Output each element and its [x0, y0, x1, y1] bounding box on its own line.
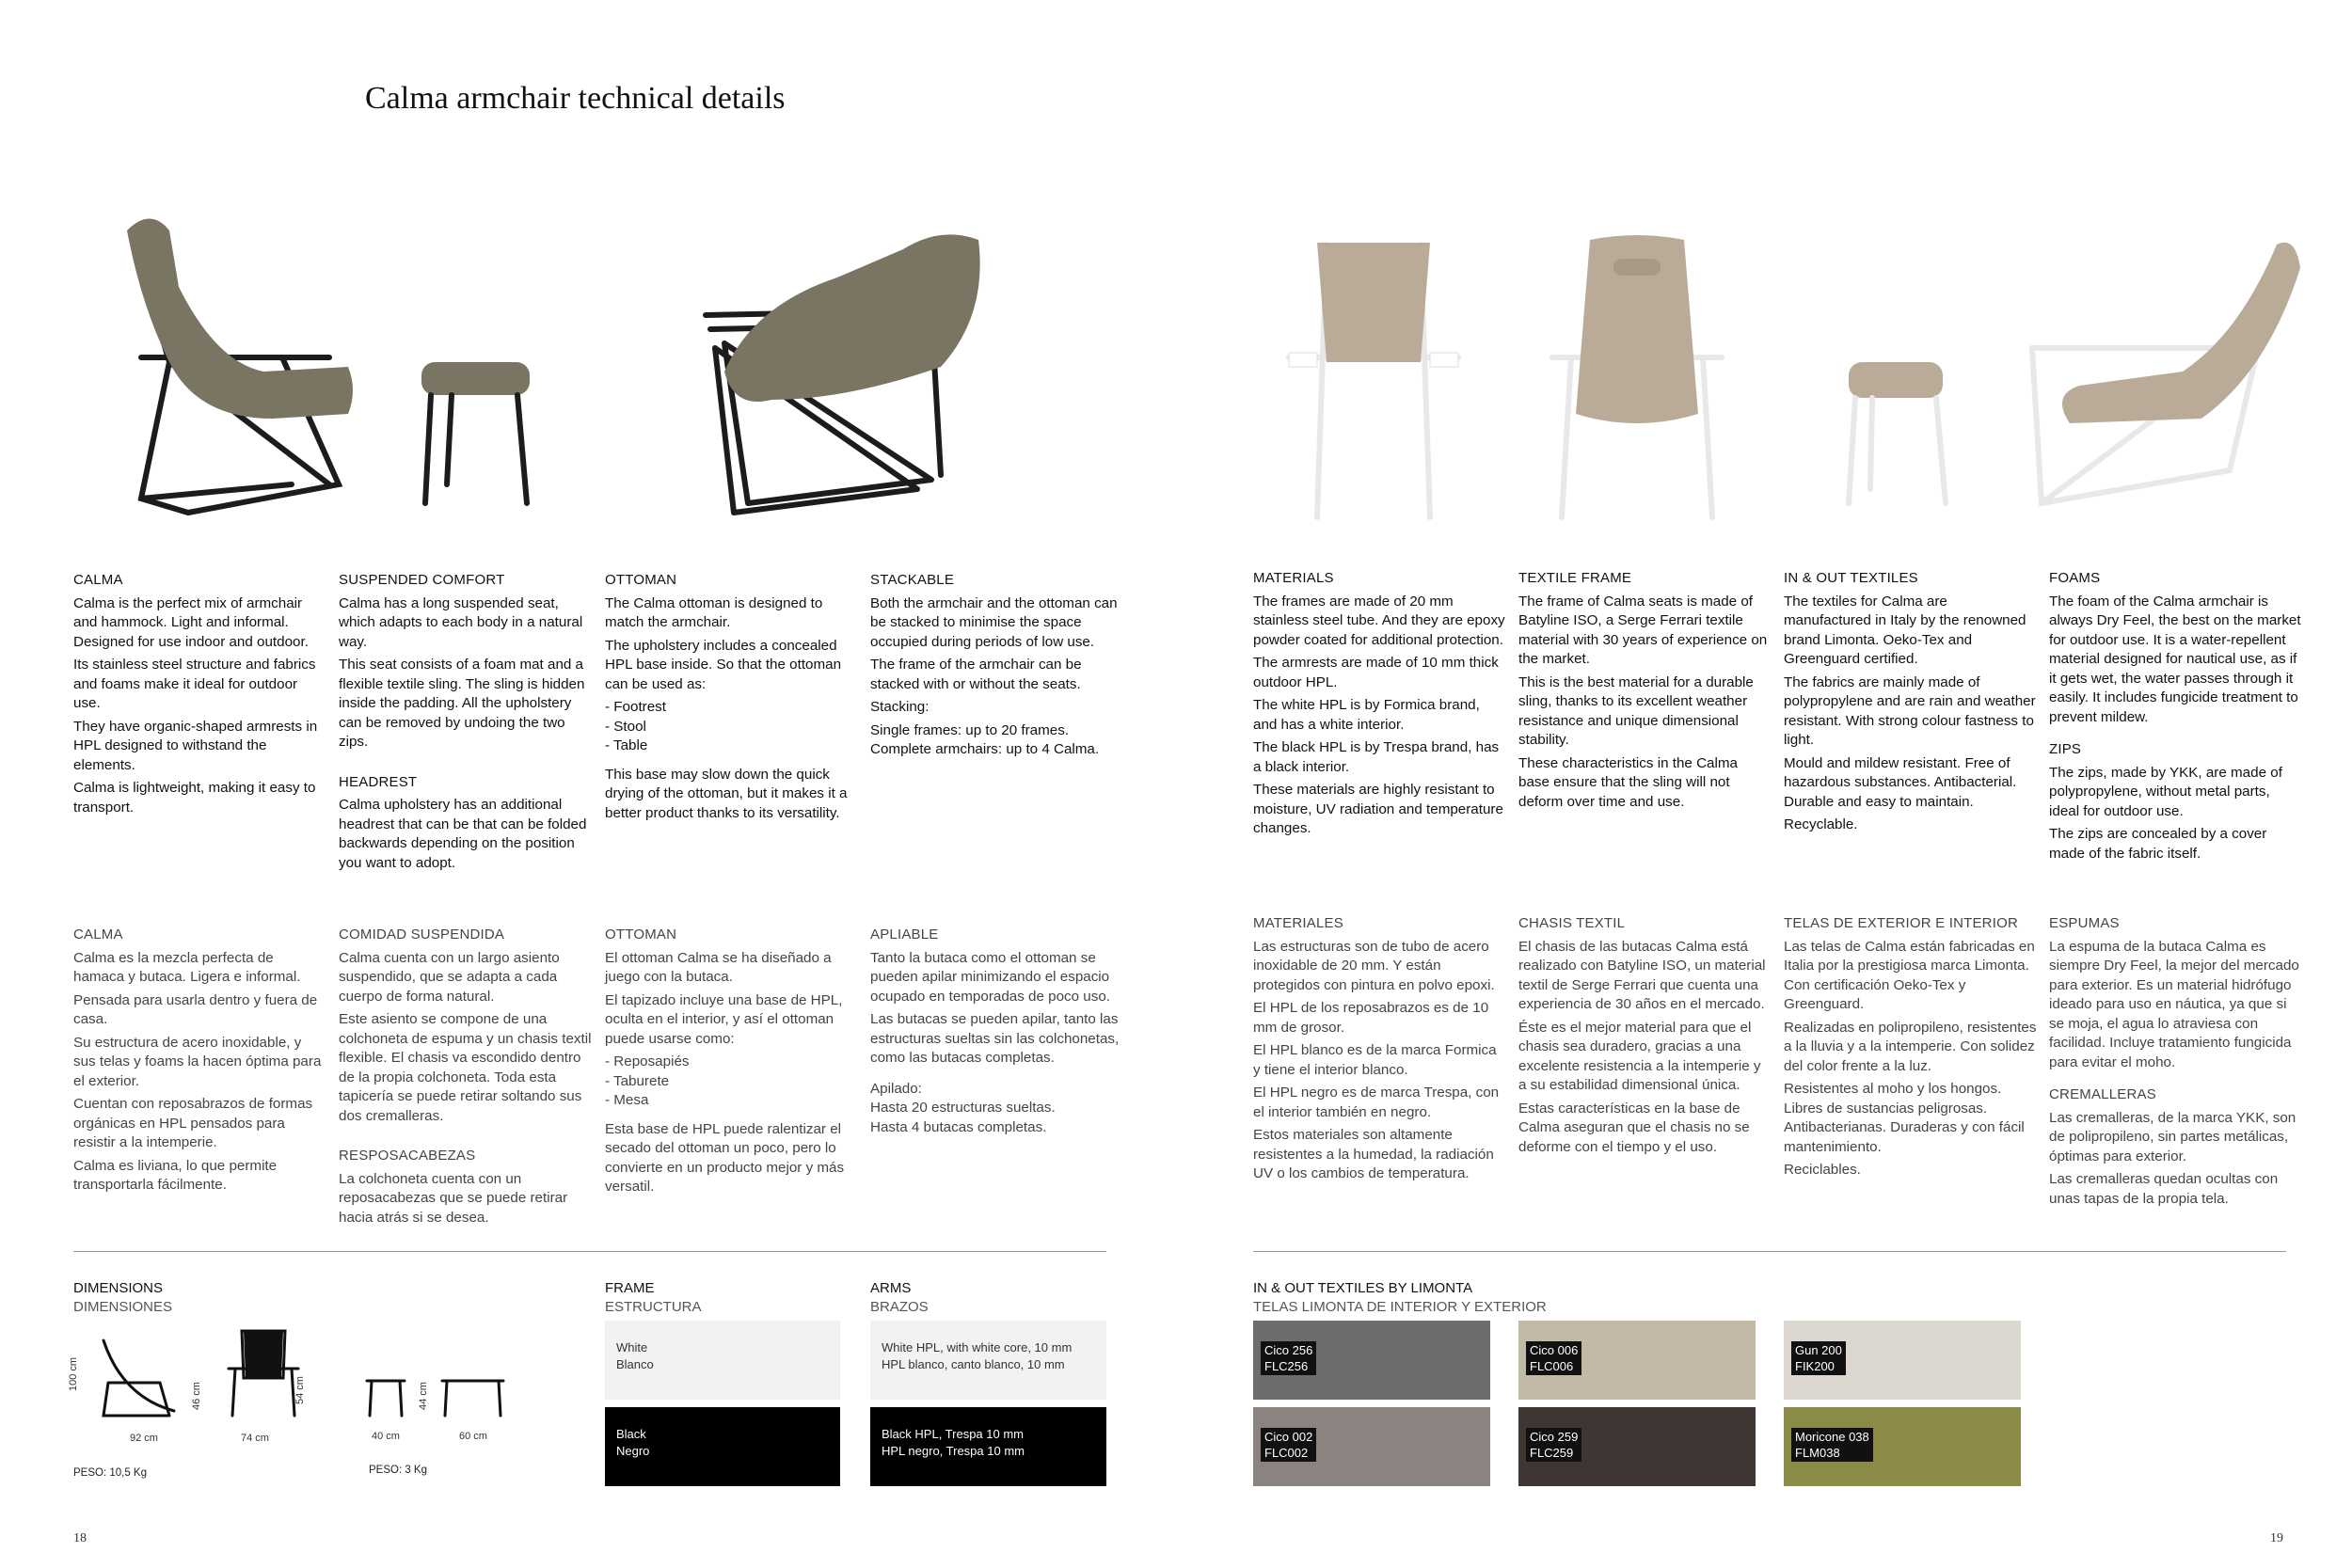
chair-seat-label: 46 cm — [190, 1382, 202, 1410]
ottoman-side-diagram — [362, 1373, 409, 1420]
ottoman-depth-label: 40 cm — [372, 1431, 400, 1442]
textile-swatch: Moricone 038 FLM038 — [1784, 1407, 2021, 1486]
ottoman-es: OTTOMAN El ottoman Calma se ha diseñado a juego con la butaca. El tapizado incluye una base de HPL, oculta en el interior, y así el ottoman puede usarse como: - Reposapiés - Taburete - Mesa Esta base de HPL puede ralentizar el secado del ottoman un poco, pero lo convierte en un producto mejor y más versatil. — [605, 927, 845, 1195]
textile-swatch: Gun 200 FIK200 — [1784, 1321, 2021, 1400]
ottoman-width-label: 60 cm — [459, 1431, 487, 1442]
materials-en: MATERIALS The frames are made of 20 mm stainless steel tube. And they are epoxy powder coated for additional protection. The armrests are made of 10 mm thick outdoor HPL. The white HPL is by Formica brand, and has a white interior. The black HPL is by Trespa brand, has a black interior. These materials are highly resistant to moisture, UV radiation and temperature changes. — [1253, 570, 1505, 836]
white-ottoman-image — [1835, 357, 1957, 508]
chair-side-diagram — [89, 1322, 193, 1425]
textile-swatch: Cico 256 FLC256 — [1253, 1321, 1490, 1400]
page-number-left: 18 — [73, 1531, 87, 1545]
right-divider — [1253, 1251, 2286, 1252]
textile-swatch: Cico 006 FLC006 — [1518, 1321, 1756, 1400]
arms-black-swatch: Black HPL, Trespa 10 mm HPL negro, Trespa 10 mm — [870, 1407, 1106, 1486]
chair-front-diagram — [221, 1326, 306, 1420]
telas-exterior-es: TELAS DE EXTERIOR E INTERIOR Las telas de Calma están fabricadas en Italia por la prestigiosa marca Limonta. Con certificación Oeko-Tex y Greenguard. Realizadas en polipropileno, resistentes a la lluvia y a la intemperie. Con solidez del color frente a la luz. Resistentes al moho y los hongos. Libres de sustancias peligrosas. Antibacterianas. Duraderas y con fácil mantenimiento. Reciclables. — [1784, 915, 2037, 1178]
chair-height-label: 100 cm — [68, 1356, 80, 1392]
suspended-comfort-en: SUSPENDED COMFORT Calma has a long suspended seat, which adapts to each body in a natural way. This seat consists of a foam mat and a flexible textile sling. The sling is hidden inside the padding. All the upholstery can be removed by undoing the two zips. HEADREST Calma upholstery has an additional headrest that can be that can be folded backwards depending on the position you want to adopt. — [339, 572, 587, 871]
dimensions-label: DIMENSIONS DIMENSIONES — [73, 1280, 173, 1315]
white-chair-front-image — [1279, 226, 1468, 527]
arms-white-swatch: White HPL, with white core, 10 mm HPL blanco, canto blanco, 10 mm — [870, 1321, 1106, 1400]
calma-es: CALMA Calma es la mezcla perfecta de hamaca y butaca. Ligera e informal. Pensada para usarla dentro y fuera de casa. Su estructura de acero inoxidable, y sus telas y foams la hacen óptima para el exterior. Cuentan con reposabrazos de formas orgánicas en HPL pensados para resistir a la intemperie. Calma es liviana, lo que permite transportarla fácilmente. — [73, 927, 322, 1193]
arms-label: ARMS BRAZOS — [870, 1280, 929, 1315]
chair-weight: PESO: 10,5 Kg — [73, 1467, 147, 1479]
ottoman-height-label: 44 cm — [417, 1382, 429, 1410]
calma-en: CALMA Calma is the perfect mix of armchair and hammock. Light and informal. Designed for use indoor and outdoor. Its stainless steel structure and fabrics and foams make it ideal for outdoor use. They have organic-shaped armrests in HPL designed to withstand the elements. Calma is lightweight, making it easy to transport. — [73, 572, 318, 816]
stacked-black-chairs-image — [696, 202, 1035, 522]
in-out-textiles-en: IN & OUT TEXTILES The textiles for Calma are manufactured in Italy by the renowned brand Limonta. Oeko-Tex and Greenguard certified. The fabrics are mainly made of polypropylene and are rain and weather resistant. With strong colour fastness to light. Mould and mildew resistant. Free of hazardous substances. Antibacterial. Durable and easy to maintain. Recyclable. — [1784, 570, 2036, 832]
chair-arm-label: 54 cm — [294, 1376, 306, 1404]
page-title: Calma armchair technical details — [365, 81, 786, 116]
foams-en: FOAMS The foam of the Calma armchair is always Dry Feel, the best on the market for outdoor use. It is a water-repellent material designed for nautical use, as if it gets wet, the water passes through it easily. It includes fungicide treatment to prevent mildew. ZIPS The zips, made by YKK, are made of polypropylene, without metal parts, ideal for outdoor use. The zips are concealed by a cover made of the fabric itself. — [2049, 570, 2301, 862]
ottoman-weight: PESO: 3 Kg — [369, 1465, 428, 1476]
textiles-label: IN & OUT TEXTILES BY LIMONTA TELAS LIMONTA DE INTERIOR Y EXTERIOR — [1253, 1280, 1547, 1315]
frame-black-swatch: Black Negro — [605, 1407, 840, 1486]
textile-swatch: Cico 002 FLC002 — [1253, 1407, 1490, 1486]
ottoman-en: OTTOMAN The Calma ottoman is designed to match the armchair. The upholstery includes a concealed HPL base inside. So that the ottoman can be used as: - Footrest - Stool - Table This base may slow down the quick drying of the ottoman, but it makes it a better product thanks to its versatility. — [605, 572, 848, 821]
black-chair-with-ottoman-image — [75, 202, 564, 522]
frame-white-swatch: White Blanco — [605, 1321, 840, 1400]
page-number-right: 19 — [2270, 1531, 2283, 1545]
frame-label: FRAME ESTRUCTURA — [605, 1280, 702, 1315]
stackable-en: STACKABLE Both the armchair and the ottoman can be stacked to minimise the space occupied during periods of low use. The frame of the armchair can be stacked with or without the seats. Stacking: Single frames: up to 20 frames. Complete armchairs: up to 4 Calma. — [870, 572, 1118, 757]
ottoman-front-diagram — [437, 1373, 508, 1420]
white-chair-side-image — [2013, 230, 2314, 522]
chasis-textil-es: CHASIS TEXTIL El chasis de las butacas Calma está realizado con Batyline ISO, un material textil de Serge Ferrari que cuenta una experiencia de 30 años en el mercado. Éste es el mejor material para que el chasis sea duradero, gracias a una excelente resistencia a la intemperie y a su estabilidad dimensional única. Estas características en la base de Calma aseguran que el chasis no se deforme con el tiempo y el uso. — [1518, 915, 1766, 1155]
chair-width-label: 74 cm — [241, 1433, 269, 1444]
textile-frame-en: TEXTILE FRAME The frame of Calma seats is made of Batyline ISO, a Serge Ferrari textile material with 30 years of experience on the market. This is the best material for a durable sling, thanks to its excellent weather resistance and unique dimensional stability. These characteristics in the Calma base ensure that the sling will not deform over time and use. — [1518, 570, 1768, 810]
materiales-es: MATERIALES Las estructuras son de tubo de acero inoxidable de 20 mm. Y están protegidos con pintura en polvo epoxi. El HPL de los reposabrazos es de 10 mm de grosor. El HPL blanco es de la marca Formica y tiene el interior blanco. El HPL negro es de marca Trespa, con el interior también en negro. Estos materiales son altamente resistentes a la humedad, la radiación UV o los cambios de temperatura. — [1253, 915, 1500, 1181]
apliable-es: APLIABLE Tanto la butaca como el ottoman se pueden apilar minimizando el espacio ocupado en temporadas de poco uso. Las butacas se pueden apilar, tanto las estructuras sueltas sin las colchonetas, como las butacas completas. Apilado: Hasta 20 estructuras sueltas. Hasta 4 butacas completas. — [870, 927, 1120, 1135]
comidad-suspendida-es: COMIDAD SUSPENDIDA Calma cuenta con un largo asiento suspendido, que se adapta a cada cuerpo de forma natural. Este asiento se compone de una colchoneta de espuma y un chasis textil flexible. El chasis va escondido dentro de la propia colchoneta. Toda esta tapicería se puede retirar soltando sus dos cremalleras. RESPOSACABEZAS La colchoneta cuenta con un reposacabezas que se puede retirar hacia atrás si se desea. — [339, 927, 592, 1226]
chair-depth-label: 92 cm — [130, 1433, 158, 1444]
textile-swatch: Cico 259 FLC259 — [1518, 1407, 1756, 1486]
espumas-es: ESPUMAS La espuma de la butaca Calma es siempre Dry Feel, la mejor del mercado para exterior. Es un material hidrófugo ideado para uso en náutica, ya que si se moja, el agua lo atraviesa con facilidad. Incluye tratamiento fungicida para evitar el moho. CREMALLERAS Las cremalleras, de la marca YKK, son de polipropileno, sin partes metálicas, óptimas para exterior. Las cremalleras quedan ocultas con unas tapas de la propia tela. — [2049, 915, 2299, 1207]
white-chair-back-image — [1543, 235, 1731, 527]
left-divider — [73, 1251, 1106, 1252]
